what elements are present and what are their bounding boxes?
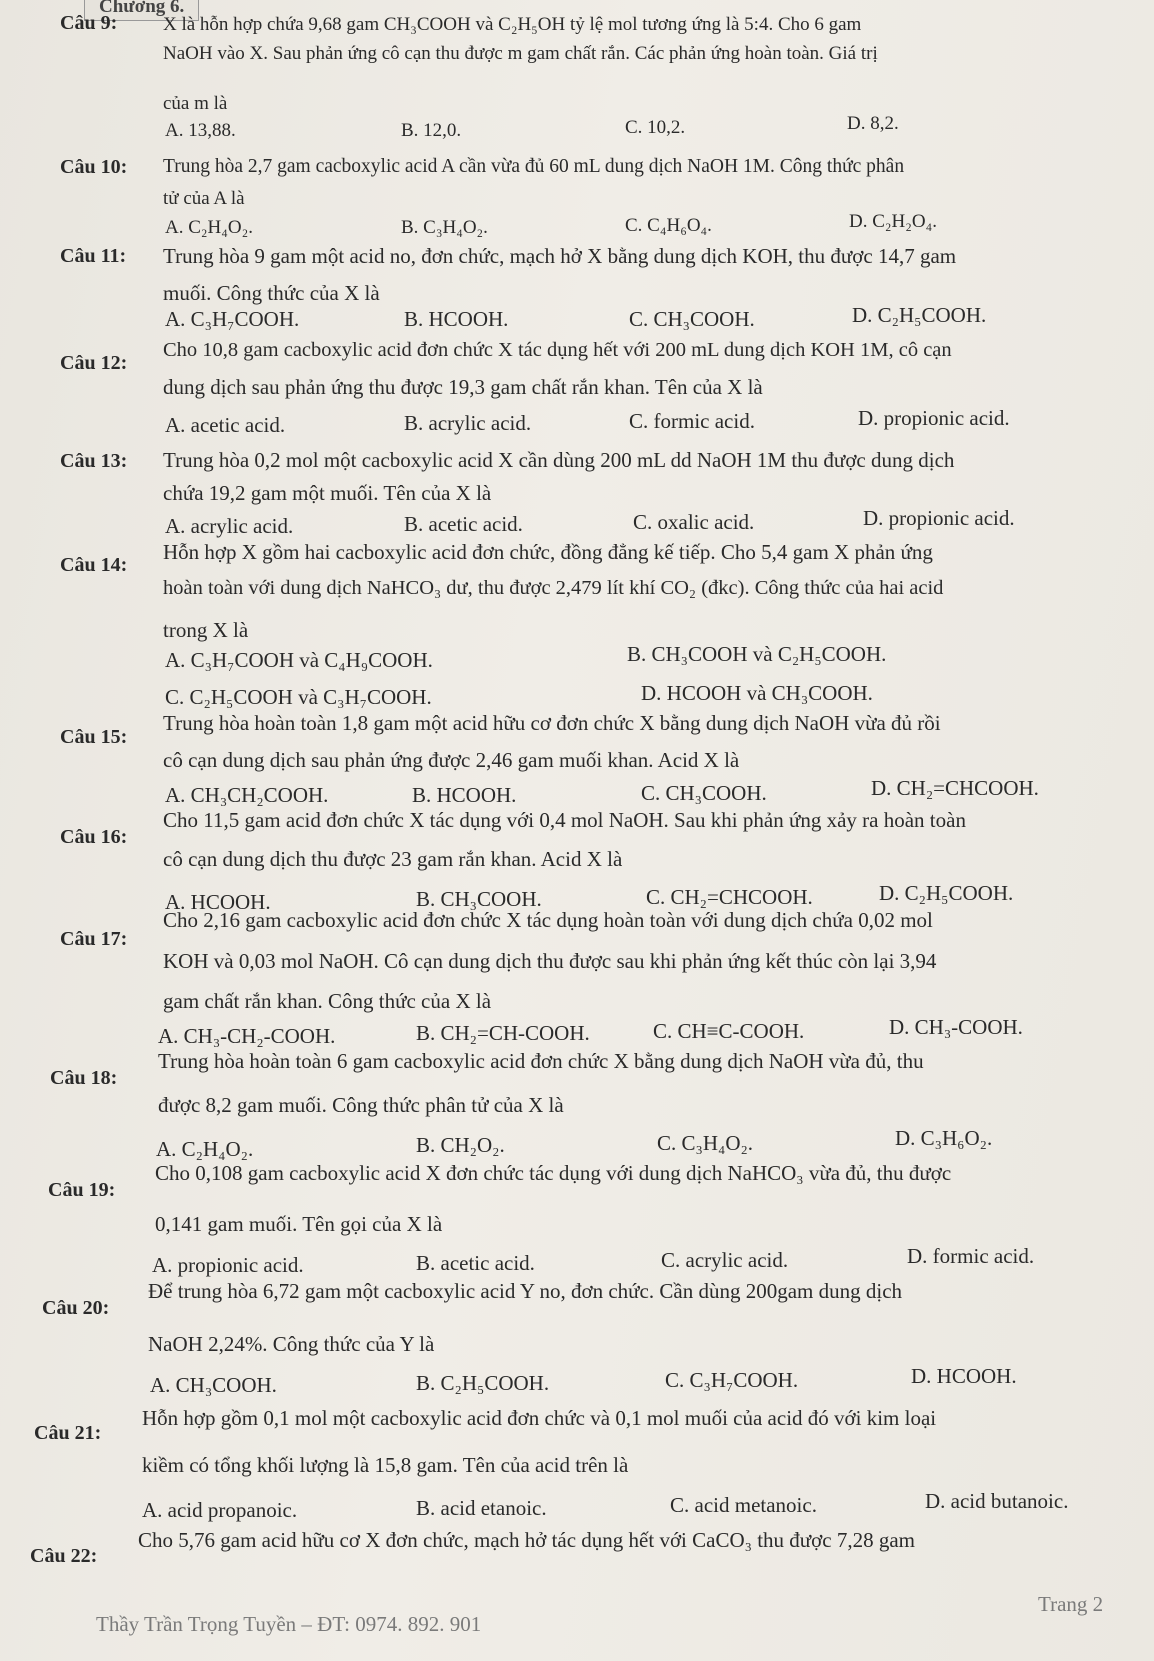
- question-number: Câu 16:: [60, 826, 128, 848]
- option-c: C. oxalic acid.: [633, 510, 755, 534]
- question-text: cô cạn dung dịch sau phản ứng được 2,46 gam muối khan. Acid X là: [163, 748, 740, 772]
- question-text: NaOH 2,24%. Công thức của Y là: [148, 1332, 435, 1356]
- option-b: B. C₃H₄O₂.: [401, 217, 488, 238]
- option-b: B. CH₃COOH.: [416, 887, 542, 911]
- question-text: gam chất rắn khan. Công thức của X là: [163, 989, 492, 1013]
- question-number: Câu 10:: [60, 156, 128, 178]
- option-b: B. CH₂O₂.: [416, 1133, 505, 1157]
- option-a: A. CH₃-CH₂-COOH.: [158, 1024, 336, 1048]
- option-d: D. CH₂=CHCOOH.: [871, 776, 1039, 800]
- option-b: B. acetic acid.: [404, 512, 523, 536]
- question-text: kiềm có tổng khối lượng là 15,8 gam. Tên của acid trên là: [142, 1453, 629, 1477]
- option-a: A. C₃H₇COOH và C₄H₉COOH.: [165, 648, 433, 672]
- option-a: A. propionic acid.: [152, 1253, 304, 1277]
- question-text: 0,141 gam muối. Tên gọi của X là: [155, 1212, 443, 1236]
- question-text: KOH và 0,03 mol NaOH. Cô cạn dung dịch thu được sau khi phản ứng kết thúc còn lại 3,94: [163, 949, 937, 973]
- option-c: C. CH≡C-COOH.: [653, 1019, 805, 1043]
- question-number: Câu 19:: [48, 1179, 116, 1201]
- question-text: trong X là: [163, 618, 249, 642]
- option-a: A. acrylic acid.: [165, 514, 294, 538]
- question-text: cô cạn dung dịch thu được 23 gam rắn khan. Acid X là: [163, 847, 623, 871]
- question-text: Để trung hòa 6,72 gam một cacboxylic acid Y no, đơn chức. Cần dùng 200gam dung dịch: [148, 1279, 903, 1303]
- option-c: C. acrylic acid.: [661, 1248, 789, 1272]
- option-b: B. HCOOH.: [412, 783, 517, 807]
- option-c: C. CH₃COOH.: [641, 781, 767, 805]
- footer-page-number: Trang 2: [1038, 1592, 1104, 1616]
- option-d: D. C₂H₂O₄.: [849, 211, 937, 232]
- option-a: A. C₂H₄O₂.: [165, 217, 253, 238]
- question-text: của m là: [163, 93, 228, 114]
- option-d: D. C₃H₆O₂.: [895, 1126, 993, 1150]
- option-c: C. CH₂=CHCOOH.: [646, 885, 813, 909]
- question-text: Trung hòa 9 gam một acid no, đơn chức, mạch hở X bằng dung dịch KOH, thu được 14,7 gam: [163, 244, 957, 268]
- option-d: D. HCOOH.: [911, 1364, 1017, 1388]
- question-text: Trung hòa hoàn toàn 1,8 gam một acid hữu cơ đơn chức X bằng dung dịch NaOH vừa đủ rồi: [163, 711, 941, 735]
- chapter-heading: Chương 6.: [84, 0, 199, 21]
- option-d: D. formic acid.: [907, 1244, 1035, 1268]
- question-text: Trung hòa 2,7 gam cacboxylic acid A cần vừa đủ 60 mL dung dịch NaOH 1M. Công thức phân: [163, 156, 905, 177]
- question-text: dung dịch sau phản ứng thu được 19,3 gam chất rắn khan. Tên của X là: [163, 375, 763, 399]
- option-a: A. HCOOH.: [165, 890, 271, 914]
- option-c: C. C₄H₆O₄.: [625, 215, 712, 236]
- option-a: A. 13,88.: [165, 120, 236, 141]
- option-b: B. acid etanoic.: [416, 1496, 547, 1520]
- option-a: A. C₂H₄O₂.: [156, 1137, 254, 1161]
- question-number: Câu 15:: [60, 726, 128, 748]
- question-text: Cho 5,76 gam acid hữu cơ X đơn chức, mạch hở tác dụng hết với CaCO₃ thu được 7,28 gam: [138, 1528, 916, 1552]
- question-text: Cho 10,8 gam cacboxylic acid đơn chức X tác dụng hết với 200 mL dung dịch KOH 1M, cô cạn: [163, 339, 952, 361]
- question-text: Trung hòa 0,2 mol một cacboxylic acid X cần dùng 200 mL dd NaOH 1M thu được dung dịch: [163, 448, 955, 472]
- question-text: hoàn toàn với dung dịch NaHCO₃ dư, thu được 2,479 lít khí CO₂ (đkc). Công thức của hai acid: [163, 577, 944, 599]
- question-text: NaOH vào X. Sau phản ứng cô cạn thu được m gam chất rắn. Các phản ứng hoàn toàn. Giá trị: [163, 43, 878, 64]
- option-d: D. C₂H₅COOH.: [879, 881, 1014, 905]
- option-b: B. CH₃COOH và C₂H₅COOH.: [627, 642, 887, 666]
- option-d: D. acid butanoic.: [925, 1489, 1069, 1513]
- option-d: D. C₂H₅COOH.: [852, 303, 987, 327]
- option-a: A. acid propanoic.: [142, 1498, 298, 1522]
- question-text: Hỗn hợp gồm 0,1 mol một cacboxylic acid đơn chức và 0,1 mol muối của acid đó với kim loại: [142, 1406, 937, 1430]
- option-a: A. C₃H₇COOH.: [165, 307, 300, 331]
- question-number: Câu 17:: [60, 928, 128, 950]
- question-number: Câu 21:: [34, 1422, 102, 1444]
- question-number: Câu 12:: [60, 352, 128, 374]
- footer-author: Thầy Trần Trọng Tuyền – ĐT: 0974. 892. 901: [96, 1612, 482, 1636]
- option-b: B. 12,0.: [401, 120, 462, 141]
- question-text: Hỗn hợp X gồm hai cacboxylic acid đơn chức, đồng đẳng kế tiếp. Cho 5,4 gam X phản ứng: [163, 540, 933, 564]
- question-text: Cho 2,16 gam cacboxylic acid đơn chức X tác dụng hoàn toàn với dung dịch chứa 0,02 mol: [163, 908, 933, 932]
- option-b: B. C₂H₅COOH.: [416, 1371, 550, 1395]
- option-b: B. acetic acid.: [416, 1251, 535, 1275]
- option-d: D. CH₃-COOH.: [889, 1015, 1023, 1039]
- option-d: D. propionic acid.: [858, 406, 1010, 430]
- option-d: D. 8,2.: [847, 113, 899, 134]
- option-c: C. C₃H₇COOH.: [665, 1368, 799, 1392]
- option-b: B. CH₂=CH-COOH.: [416, 1021, 590, 1045]
- question-number: Câu 11:: [60, 245, 127, 267]
- option-b: B. HCOOH.: [404, 307, 509, 331]
- question-number: Câu 9:: [60, 12, 118, 34]
- question-text: Cho 11,5 gam acid đơn chức X tác dụng với 0,4 mol NaOH. Sau khi phản ứng xảy ra hoàn toàn: [163, 808, 966, 832]
- question-number: Câu 13:: [60, 450, 128, 472]
- option-c: C. C₂H₅COOH và C₃H₇COOH.: [165, 685, 432, 709]
- option-c: C. formic acid.: [629, 409, 755, 433]
- question-number: Câu 22:: [30, 1545, 98, 1567]
- option-c: C. 10,2.: [625, 117, 686, 138]
- option-b: B. acrylic acid.: [404, 411, 532, 435]
- question-number: Câu 18:: [50, 1067, 118, 1089]
- option-d: D. HCOOH và CH₃COOH.: [641, 681, 873, 705]
- question-text: chứa 19,2 gam một muối. Tên của X là: [163, 481, 492, 505]
- option-a: A. CH₃CH₂COOH.: [165, 783, 329, 807]
- question-text: được 8,2 gam muối. Công thức phân tử của X là: [158, 1093, 564, 1117]
- question-text: X là hỗn hợp chứa 9,68 gam CH₃COOH và C₂H₅OH tỷ lệ mol tương ứng là 5:4. Cho 6 gam: [163, 14, 862, 35]
- question-text: muối. Công thức của X là: [163, 281, 380, 305]
- option-a: A. acetic acid.: [165, 413, 286, 437]
- question-text: Trung hòa hoàn toàn 6 gam cacboxylic acid đơn chức X bằng dung dịch NaOH vừa đủ, thu: [158, 1049, 924, 1073]
- question-text: Cho 0,108 gam cacboxylic acid X đơn chức tác dụng với dung dịch NaHCO₃ vừa đủ, thu được: [155, 1161, 952, 1185]
- option-d: D. propionic acid.: [863, 506, 1015, 530]
- option-a: A. CH₃COOH.: [150, 1373, 277, 1397]
- option-c: C. acid metanoic.: [670, 1493, 817, 1517]
- question-number: Câu 14:: [60, 554, 128, 576]
- question-number: Câu 20:: [42, 1297, 110, 1319]
- question-text: tử của A là: [163, 188, 245, 209]
- option-c: C. CH₃COOH.: [629, 307, 755, 331]
- option-c: C. C₃H₄O₂.: [657, 1131, 754, 1155]
